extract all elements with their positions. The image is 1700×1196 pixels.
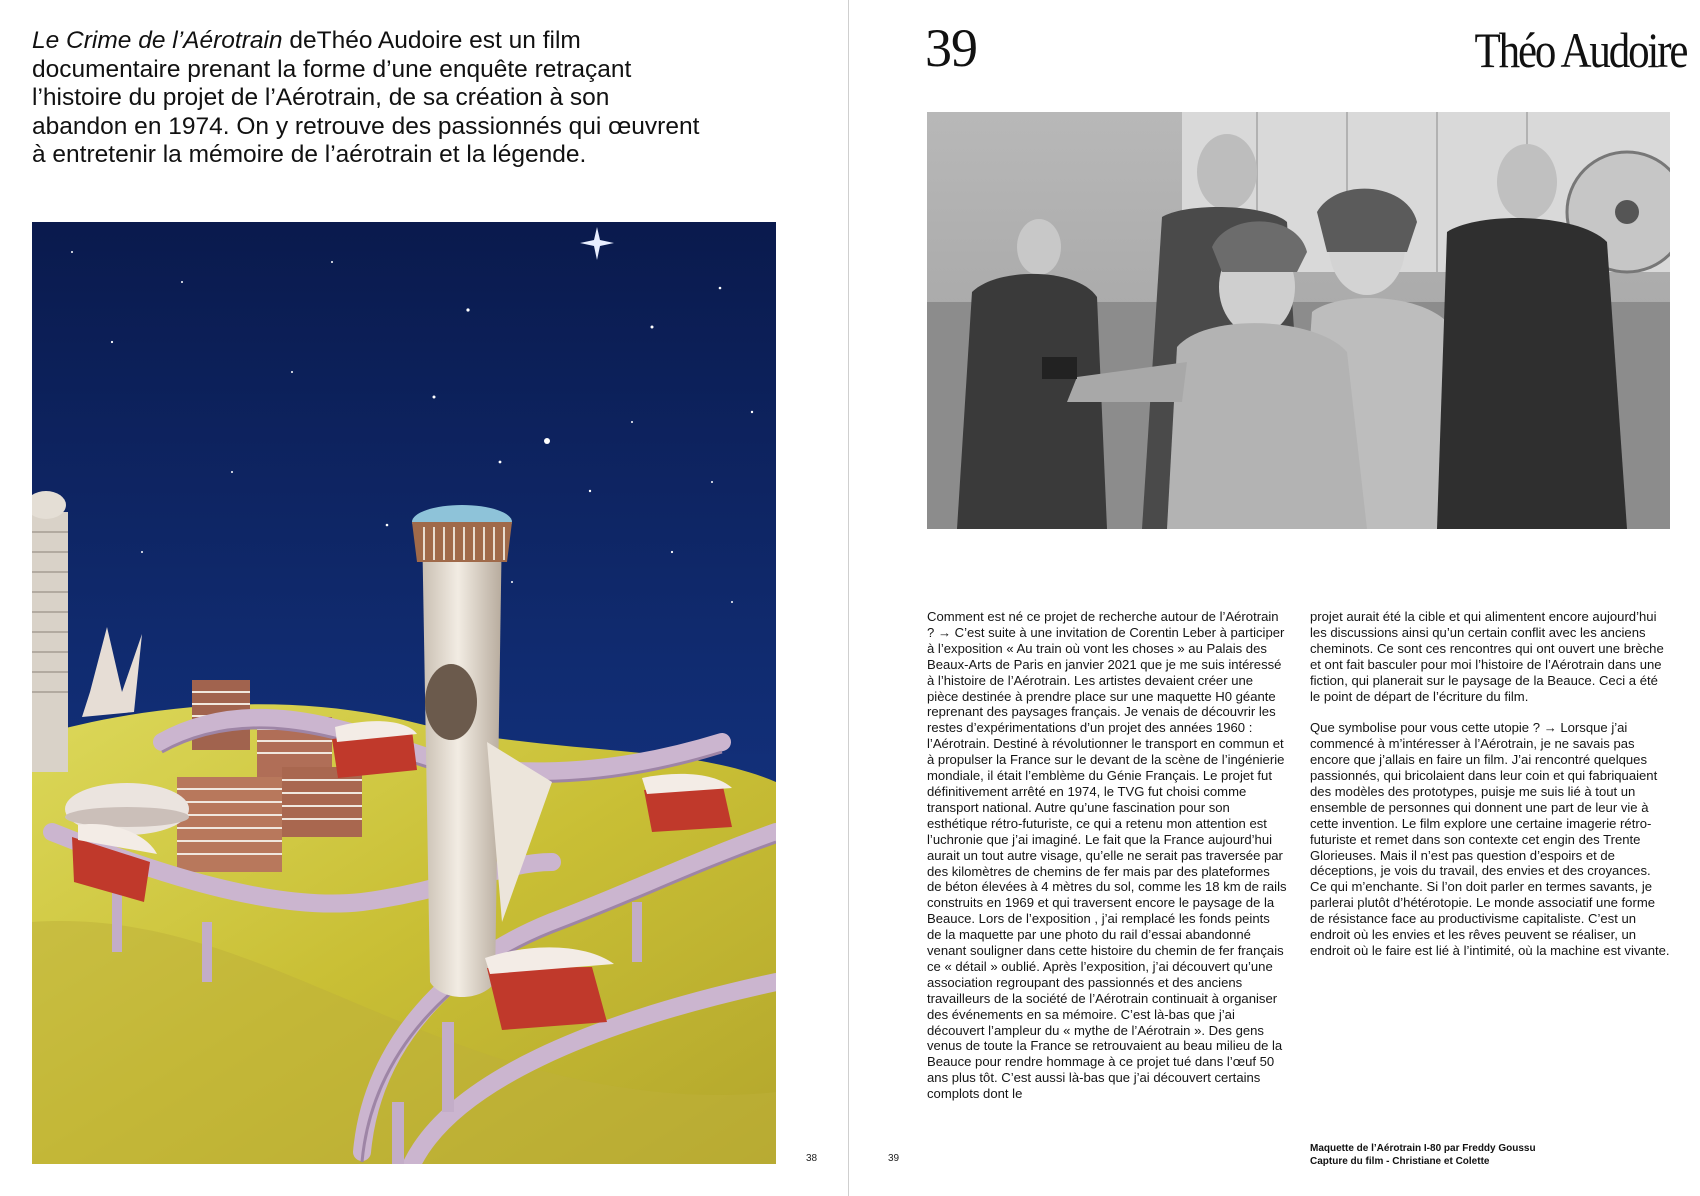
left-page <box>0 0 848 1196</box>
interview-column-2 <box>1310 609 1670 975</box>
aerotrain-model-illustration <box>32 222 776 1164</box>
caption-left-image: Maquette de l’Aérotrain I-80 par Freddy Goussu <box>1310 1143 1536 1154</box>
caption-right-image: Capture du film - Christiane et Colette <box>1310 1156 1490 1167</box>
page-number-heading: 39 <box>925 18 977 78</box>
right-page <box>852 0 1700 1196</box>
author-name: Théo Audoire <box>1474 22 1686 78</box>
intro-line-3: l’histoire du projet de l’Aérotrain, de sa création à son <box>32 84 610 111</box>
column-1-paragraph: Comment est né ce projet de recherche autour de l’Aérotrain ? → C’est suite à une invitation de Corentin Leber à participer à l’exposition « Au train où vont les choses » au Palais des Beaux-Arts de Paris en janvier 2021 que je me suis intéressé à l’histoire de l’Aérotrain. Les artistes devaient créer une pièce destinée à prendre place sur une maquette H0 géante reprenant des paysages français. Je venais de découvrir les restes d’expérimentations d’un projet des années 1960 : l’Aérotrain. Destiné à révolutionner le transport en commun et à propulser la France sur le devant de la scène de l’ingénierie mondiale, il était l’emblème du Génie Français. Le projet fut définitivement arrêté en 1974, le TVG fut choisi comme transport national. Autre qu’une fascination pour son esthétique rétro-futuriste, ce qui a retenu mon attention est l’uchronie que j’ai imaginé. Le fait que la France aujourd’hui aurait un tout autre visage, qu’elle ne serait pas traversée par des kilomètres de chemins de fer mais par des plateformes de béton élevées à 4 mètres du sol, comme les 18 km de rails construits en 1969 et qui traversent encore le paysage de la Beauce. Lors de l’exposition , j’ai remplacé les fonds peints de la maquette par une photo du rail d’essai abandonné venant souligner dans cette histoire du chemin de fer français ce « détail » oublié. Après l’exposition, j’ai découvert qu’une association regroupant des passionnés et des anciens travailleurs de la société de l’Aérotrain continuait à organiser des événements en sa mémoire. C’est là-bas que j’ai découvert l’ampleur du « mythe de l’Aérotrain ». Des gens venus de toute la France se retrouvaient au beau milieu de la Beauce pour rendre hommage à ce projet tué dans l’œuf 50 ans plus tôt. C’est aussi là-bas que j’ai découvert certains complots dont le <box>927 609 1287 1102</box>
film-still-illustration <box>927 112 1670 529</box>
column-2-paragraph-2: Que symbolise pour vous cette utopie ? → Lorsque j’ai commencé à m’intéresser à l’Aérotrain, je ne savais pas encore que j’allais en faire un film. J’ai rencontré quelques passionnés, qui bricolaient dans leur coin et qui fabriquaient des modèles des prototypes, puisje me suis lié à tout un ensemble de personnes qui donnent une part de leur vie à cette invention. Le film explore une certaine imagerie rétro-futuriste et remet dans son contexte cet engin des Trente Glorieuses. Mais il n’est pas question d’espoirs et de déceptions, je vois du travail, des envies et des croyances. Ce qui m’enchante. Si l’on doit parler en termes savants, je parlerai plutôt d’hétérotopie. Le monde associatif une forme de résistance face au productivisme capitaliste. C’est un endroit où les envies et les rêves peuvent se réaliser, un endroit où le faire est lié à l’intimité, où la machine est vivante. <box>1310 720 1670 959</box>
column-2-paragraph-1: projet aurait été la cible et qui alimentent encore aujourd’hui les discussions ainsi qu’un certain conflit avec les anciens cheminots. Ce sont ces rencontres qui ont ouvert une brèche et ont fait basculer pour moi l’histoire de l’Aérotrain dans une fiction, qui planerait sur le paysage de la Beauce. Ceci a été le point de départ de l’écriture du film. <box>1310 609 1664 704</box>
intro-line-1: deThéo Audoire est un film <box>282 27 581 54</box>
intro-line-2: documentaire prenant la forme d’une enquête retraçant <box>32 55 632 83</box>
image-captions <box>1310 1142 1610 1168</box>
intro-text <box>32 27 752 170</box>
aerotrain-model-photo <box>32 222 776 1164</box>
film-still-photo <box>927 112 1670 529</box>
page-folio-left: 38 <box>806 1153 818 1164</box>
film-title: Le Crime de l’Aérotrain <box>32 27 283 54</box>
intro-line-5: à entretenir la mémoire de l’aérotrain et la légende. <box>32 141 587 168</box>
interview-column-1 <box>927 609 1287 1118</box>
spine-divider <box>848 0 849 1196</box>
intro-line-4: abandon en 1974. On y retrouve des passionnés qui œuvrent <box>32 112 700 140</box>
page-folio-right: 39 <box>888 1153 900 1164</box>
